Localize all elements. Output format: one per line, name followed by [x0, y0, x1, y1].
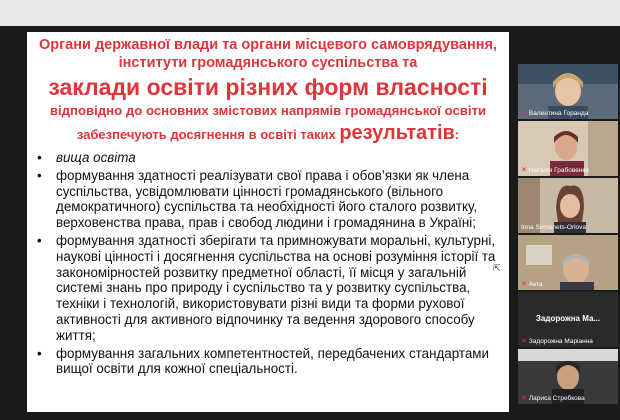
participant-name-label: ✕ Лариса Стребкова: [521, 394, 585, 402]
participant-name-label: Inna Semenets-Orlova: [521, 224, 587, 231]
participant-tile[interactable]: [518, 178, 618, 233]
slide-bullet-list: [27, 150, 509, 377]
title-line-5-suffix: :: [454, 127, 460, 142]
participant-tile[interactable]: [518, 121, 618, 176]
participant-tile[interactable]: [518, 349, 618, 404]
window-top-bar: [0, 0, 620, 26]
participant-tile[interactable]: [518, 64, 618, 119]
mic-muted-icon: ✕: [521, 338, 527, 345]
participants-panel: [512, 58, 620, 420]
slide-title-line-2: інститути громадянського суспільства та: [118, 55, 418, 71]
bullet-item: • вища освіта: [37, 150, 503, 166]
bullet-item: • формування здатності реалізувати свої права і обов’язки як члена суспільства, усвідомлювати цінності громадянського (вільного демократичного) суспільства та необхідності його сталого розвитку, верховенства права, прав і свобод людини і громадянина в Україні;: [37, 168, 503, 231]
shared-slide: [27, 32, 509, 412]
bullet-item: • формування здатності зберігати та примножувати моральні, культурні, наукові цінності і досягнення суспільства на основі розуміння історії та закономірностей розвитку предметної області, її місця у загальній системі знань про природу і суспільство та у розвитку суспільства, техніки і технологій, використовувати різні види та форми рухової активності для активного відпочинку та ведення здорового способу життя;: [37, 233, 503, 344]
slide-title-line-1: Органи державної влади та органи місцевого самоврядування,: [39, 37, 497, 53]
title-line-5-prefix: забезпечують досягнення в освіті таких: [76, 127, 340, 142]
slide-title-line-5: [27, 120, 509, 148]
bullet-item: • формування загальних компетентностей, передбачених стандартами вищої освіти для кожної спеціальності.: [37, 346, 503, 378]
participant-name-label: ✕ Валентина Горанда: [521, 109, 589, 117]
participant-tile[interactable]: [518, 292, 618, 347]
slide-title-line-3: заклади освіти різних форм власності: [48, 74, 488, 100]
mic-muted-icon: ✕: [521, 395, 527, 402]
participant-name-label: ✕ Задорожна Марiанна: [521, 337, 593, 345]
mic-muted-icon: ✕: [521, 281, 527, 288]
slide-title-line-4: відповідно до основних змістових напрямів громадянської освіти: [49, 103, 487, 118]
mic-muted-icon: ✕: [521, 167, 527, 174]
participant-name-label: ✕ Наталія Грабовенко: [521, 166, 589, 174]
participant-name-label: ✕ Акта: [521, 280, 543, 288]
participant-name-display: Задорожна Ма...: [535, 314, 601, 323]
mic-muted-icon: ✕: [521, 110, 527, 117]
participant-tile[interactable]: [518, 235, 618, 290]
mouse-cursor-icon: ⇱: [493, 263, 501, 273]
title-line-5-highlight: результатів: [339, 122, 455, 144]
